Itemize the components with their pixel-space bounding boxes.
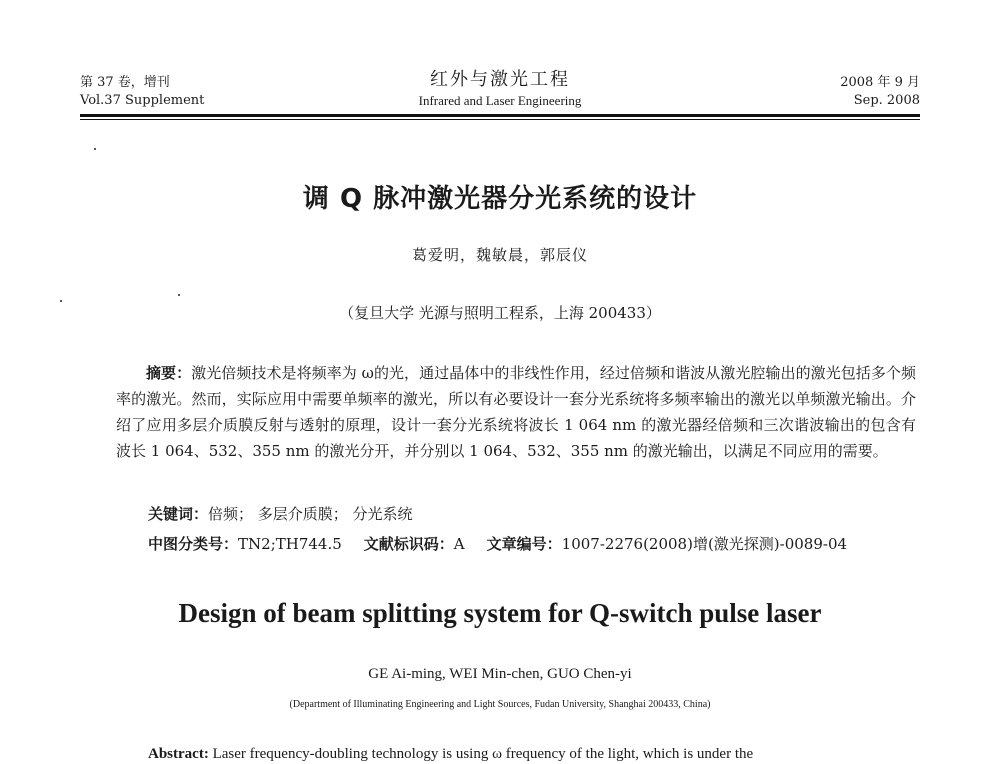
affiliation-en: (Department of Illuminating Engineering and Light Sources, Fudan University, Shanghai 200433, China) [289, 699, 711, 710]
paper-title-en: Design of beam splitting system for Q-switch pulse laser [178, 598, 822, 628]
abstract-text-en: Laser frequency-doubling technology is using ω frequency of the light, which is under the [208, 746, 754, 762]
classification-line [148, 533, 847, 555]
header-rule-thick [80, 114, 920, 117]
authors-cn: 葛爱明，魏敏晨，郭辰仪 [411, 246, 588, 264]
article-no-label: 文章编号： [486, 535, 562, 553]
clc-label: 中图分类号： [148, 535, 239, 553]
doc-code-value: A [453, 535, 465, 553]
abstract-cn [116, 360, 916, 464]
journal-name-en: Infrared and Laser Engineering [418, 93, 582, 108]
paper-title-cn: 调 Q 脉冲激光器分光系统的设计 [302, 184, 698, 214]
abstract-label-cn: 摘要： [146, 364, 192, 382]
keywords-label: 关键词： [148, 505, 209, 523]
scan-speck [94, 148, 96, 150]
clc-value: TN2;TH744.5 [238, 535, 342, 553]
abstract-en [148, 744, 918, 764]
volume-en: Vol.37 Supplement [80, 93, 205, 108]
abstract-text-cn: 激光倍频技术是将频率为 ω的光，通过晶体中的非线性作用，经过倍频和谐波从激光腔输出的激光包括多个频率的激光。然而，实际应用中需要单频率的激光，所以有必要设计一套分光系统将多频率输出的激光以单频激光输出。介绍了应用多层介质膜反射与透射的原理，设计一套分光系统将波长 1 064 nm 的激光器经倍频和三次谐波输出的包含有波长 1 064、532、355 nm 的激光分开，并分别以 1 064、532、355 nm 的激光输出，以满足不同应用的需要。 [116, 364, 916, 460]
header-rule-thin [80, 119, 920, 120]
journal-date [840, 74, 920, 110]
article-no-value: 1007-2276(2008)增(激光探测)-0089-04 [561, 535, 848, 553]
authors-en: GE Ai-ming, WEI Min-chen, GUO Chen-yi [368, 666, 632, 682]
date-cn: 2008 年 9 月 [840, 75, 920, 90]
keywords [148, 503, 413, 525]
keywords-text: 倍频； 多层介质膜； 分光系统 [208, 505, 413, 523]
abstract-label-en: Abstract: [148, 746, 209, 762]
date-en: Sep. 2008 [853, 93, 920, 108]
affiliation-cn: （复旦大学 光源与照明工程系，上海 200433） [339, 304, 661, 322]
journal-name-cn: 红外与激光工程 [430, 69, 570, 90]
scan-speck [178, 294, 180, 296]
volume-cn: 第 37 卷，增刊 [80, 75, 170, 90]
doc-code-label: 文献标识码： [363, 535, 454, 553]
